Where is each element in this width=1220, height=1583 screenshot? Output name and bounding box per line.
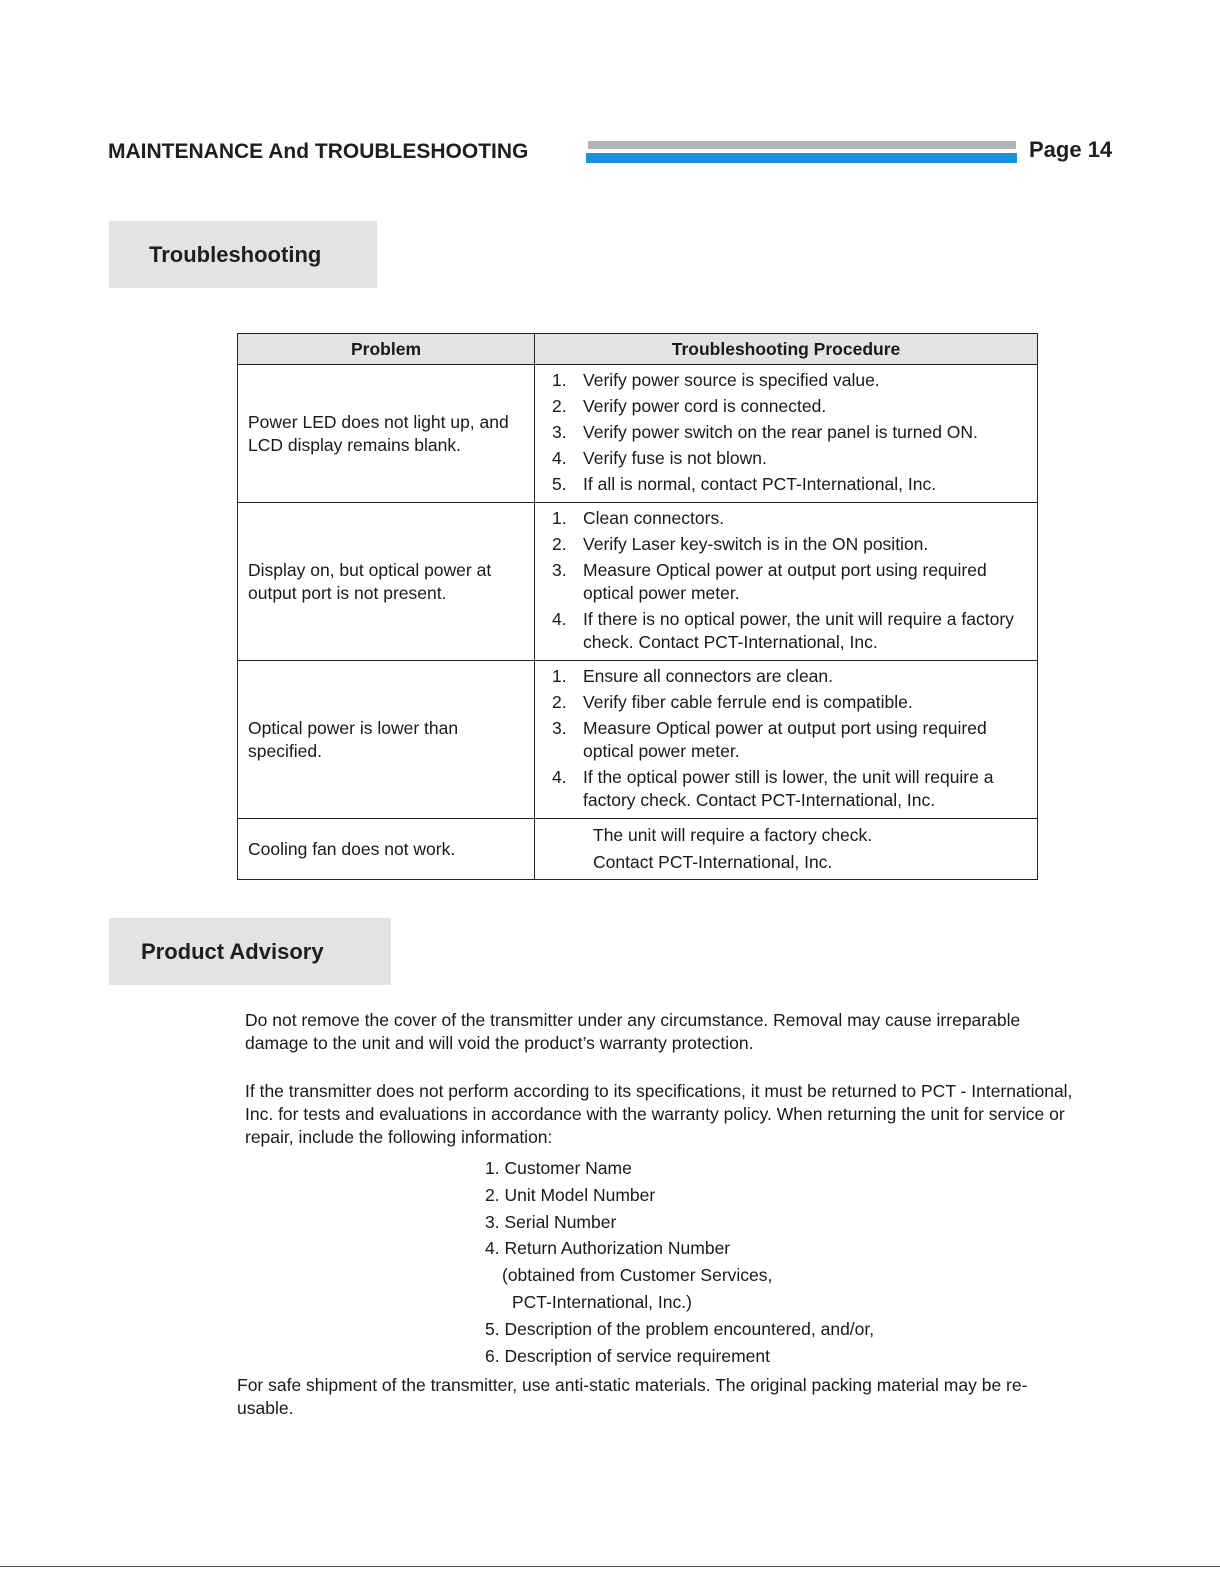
- procedure-line: The unit will require a factory check.: [593, 825, 873, 845]
- problem-cell: Cooling fan does not work.: [238, 819, 535, 880]
- procedure-cell: [535, 365, 1038, 503]
- procedure-step: 1. Verify power source is specified value.: [552, 370, 880, 390]
- procedure-list: [552, 665, 1033, 812]
- list-item-note: PCT-International, Inc.): [512, 1291, 692, 1312]
- column-header-procedure: Troubleshooting Procedure: [535, 334, 1038, 365]
- table-header-row: [238, 334, 1038, 365]
- list-item: 1. Customer Name: [485, 1158, 632, 1178]
- procedure-cell: [535, 819, 1038, 880]
- header-rule-gray: [588, 141, 1016, 149]
- troubleshooting-heading: [109, 221, 377, 288]
- procedure-list: [552, 507, 1033, 654]
- procedure-step: 4. If the optical power still is lower, the unit will require a factory check. Contact PCT-International, Inc.: [552, 767, 994, 810]
- list-item-note: (obtained from Customer Services,: [502, 1265, 773, 1286]
- page-title: MAINTENANCE And TROUBLESHOOTING: [108, 140, 529, 163]
- procedure-step: 5. If all is normal, contact PCT-International, Inc.: [552, 474, 937, 494]
- problem-cell: Power LED does not light up, and LCD display remains blank.: [238, 365, 535, 503]
- procedure-step: 3. Verify power switch on the rear panel is turned ON.: [552, 422, 978, 442]
- table-row: [238, 365, 1038, 503]
- troubleshooting-table: [237, 333, 1038, 880]
- procedure-step: 1. Ensure all connectors are clean.: [552, 666, 833, 686]
- procedure-cell: [535, 661, 1038, 819]
- list-item: 2. Unit Model Number: [485, 1184, 656, 1205]
- procedure-step: 4. If there is no optical power, the unit will require a factory check. Contact PCT-International, Inc.: [552, 609, 1014, 652]
- table-row: [238, 503, 1038, 661]
- list-item: 3. Serial Number: [485, 1211, 617, 1232]
- procedure-step: 4. Verify fuse is not blown.: [552, 448, 767, 468]
- advisory-paragraph-return: If the transmitter does not perform according to its specifications, it must be returned to PCT - International, Inc. for tests and evaluations in accordance with the warranty policy. When returning the unit for service or repair, include the following information:: [245, 1081, 1073, 1147]
- return-info-list: [485, 1155, 874, 1369]
- procedure-step: 3. Measure Optical power at output port using required optical power meter.: [552, 560, 987, 603]
- list-item: 4. Return Authorization Number: [485, 1238, 731, 1259]
- problem-cell: Display on, but optical power at output port is not present.: [238, 503, 535, 661]
- advisory-paragraph-cover: Do not remove the cover of the transmitter under any circumstance. Removal may cause irreparable damage to the unit and will void the product’s warranty protection.: [245, 1010, 1021, 1053]
- column-header-problem: Problem: [238, 334, 535, 365]
- procedure-step: 2. Verify power cord is connected.: [552, 396, 827, 416]
- product-advisory-heading: [109, 918, 391, 985]
- procedure-step: 2. Verify Laser key-switch is in the ON position.: [552, 534, 929, 554]
- table-row: [238, 661, 1038, 819]
- page-bottom-border: [0, 1566, 1220, 1567]
- procedure-step: 1. Clean connectors.: [552, 508, 725, 528]
- procedure-cell: [535, 503, 1038, 661]
- page-number: Page 14: [1029, 137, 1113, 162]
- problem-cell: Optical power is lower than specified.: [238, 661, 535, 819]
- advisory-paragraph-shipment: For safe shipment of the transmitter, use anti-static materials. The original packing material may be re-usable.: [237, 1375, 1028, 1418]
- procedure-step: 2. Verify fiber cable ferrule end is compatible.: [552, 692, 913, 712]
- procedure-list: [552, 369, 1033, 496]
- list-item: 6. Description of service requirement: [485, 1345, 770, 1366]
- procedure-line: Contact PCT-International, Inc.: [593, 852, 833, 872]
- procedure-step: 3. Measure Optical power at output port using required optical power meter.: [552, 718, 987, 761]
- header-rule-blue: [586, 153, 1017, 163]
- troubleshooting-heading-text: Troubleshooting: [149, 241, 322, 267]
- product-advisory-heading-text: Product Advisory: [141, 938, 324, 964]
- list-item: 5. Description of the problem encountered, and/or,: [485, 1318, 875, 1339]
- table-row: [238, 819, 1038, 880]
